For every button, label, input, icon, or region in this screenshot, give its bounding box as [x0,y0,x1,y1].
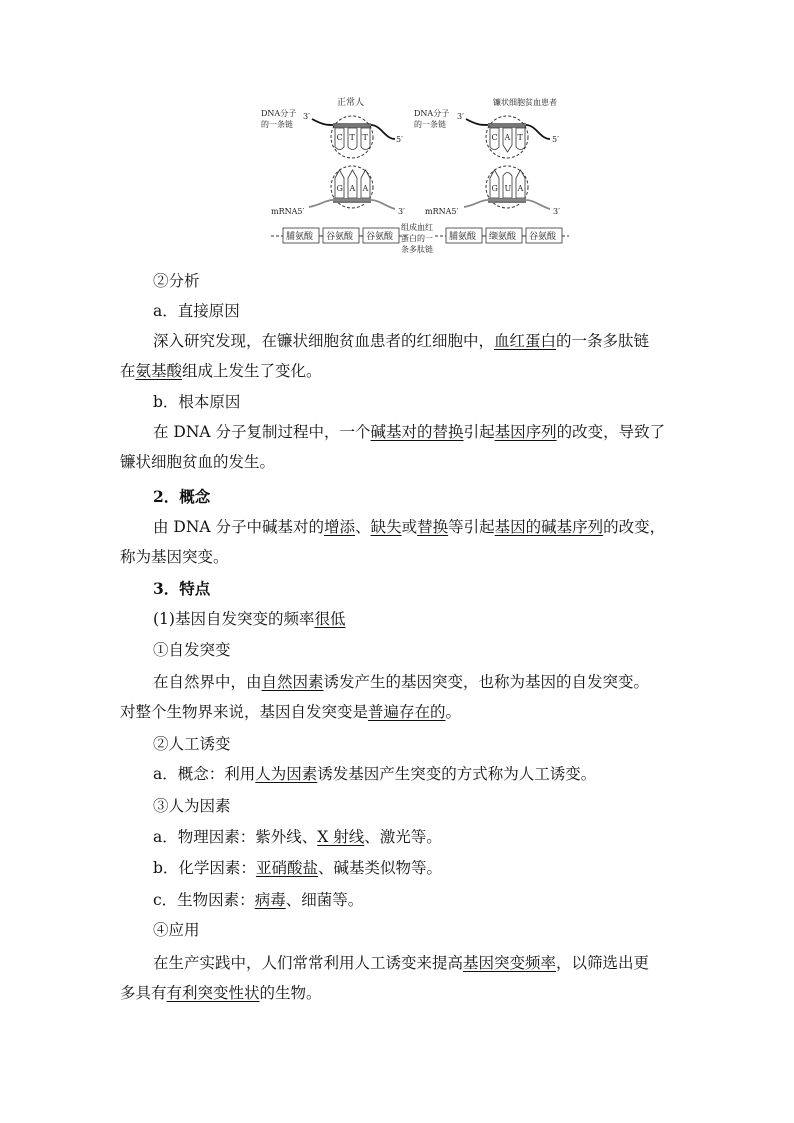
term-mutation-frequency: 基因突变频率 [463,954,557,972]
normal-panel [261,96,405,216]
svg-text:G: G [491,184,498,193]
svg-text:谷氨酸: 谷氨酸 [366,232,394,242]
heading-artificial-mutagenesis: ②人工诱变 [153,735,231,753]
term-base-sequence: 基因的碱基序列 [494,518,604,536]
svg-text:A: A [504,133,511,142]
svg-text:脯氨酸: 脯氨酸 [286,232,314,242]
paragraph-spontaneous-1: 在自然界中，由自然因素诱发产生的基因突变，也称为基因的自发突变。 [153,673,650,691]
term-virus: 病毒 [254,891,286,909]
sickle-dna-label-2: 的一条链 [414,120,446,129]
sickle-polypeptide-chain [435,228,569,243]
paragraph-concept-1: 由 DNA 分子中碱基对的增添、缺失或替换等引起基因的碱基序列的改变， [153,518,666,536]
term-base-pair-substitution: 碱基对的替换 [370,423,464,441]
paragraph-application-1: 在生产实践中，人们常常利用人工诱变来提高基因突变频率，以筛选出更 [153,954,650,972]
svg-text:G: G [336,184,343,193]
center-label-1: 组成血红 [401,223,433,232]
heading-concept: 2．概念 [153,487,211,506]
normal-dna-3-end: 3′ [303,112,310,121]
svg-text:T: T [362,133,368,142]
term-universal: 普遍存在的 [368,703,446,721]
sickle-title: 镰状细胞贫血患者 [493,98,557,107]
term-x-ray: X 射线 [317,828,365,846]
normal-mrna-base-A1 [348,170,357,198]
svg-text:A: A [517,184,524,193]
svg-text:A: A [349,184,356,193]
sickle-mrna-base-G [490,170,499,198]
center-label-3: 条多肽链 [401,245,433,254]
paragraph-application-2: 多具有有利突变性状的生物。 [120,984,322,1002]
paragraph-artificial-concept: a．概念：利用人为因素诱发基因产生突变的方式称为人工诱变。 [153,765,597,783]
term-deletion: 缺失 [370,518,402,536]
heading-analysis: ②分析 [153,272,200,290]
heading-root-cause: b．根本原因 [153,393,241,411]
sickle-dna-3-end: 3′ [457,112,464,121]
term-addition: 增添 [324,518,356,536]
sickle-panel [414,97,560,216]
paragraph-root-cause-2: 镰状细胞贫血的发生。 [120,453,276,471]
svg-text:A: A [362,184,369,193]
term-natural-factors: 自然因素 [261,673,324,691]
sickle-dna-5-end: 5′ [552,135,559,144]
svg-text:T: T [349,133,355,142]
sickle-dna-base-C [490,128,499,150]
sickle-mrna-base-U [503,173,512,199]
paragraph-direct-cause-1: 深入研究发现，在镰状细胞贫血患者的红细胞中，血红蛋白的一条多肽链 [153,332,650,350]
item-chemical-factors: b．化学因素：亚硝酸盐、碱基类似物等。 [153,859,442,877]
svg-text:缬氨酸: 缬氨酸 [489,232,517,242]
svg-text:脯氨酸: 脯氨酸 [449,232,477,242]
paragraph-root-cause-1: 在 DNA 分子复制过程中，一个碱基对的替换引起基因序列的改变，导致了 [153,423,666,441]
polypeptide-caption [401,222,433,254]
paragraph-concept-2: 称为基因突变。 [120,548,229,566]
normal-dna-base-C [335,128,344,150]
heading-application: ④应用 [153,921,200,939]
sickle-dna-backbone [488,123,526,128]
sickle-dna-base-A [503,128,512,152]
term-beneficial-traits: 有利突变性状 [166,984,260,1002]
svg-text:C: C [336,133,343,142]
item-biological-factors: c．生物因素：病毒、细菌等。 [153,891,364,909]
svg-text:谷氨酸: 谷氨酸 [529,232,557,242]
paragraph-low-frequency: (1)基因自发突变的频率很低 [153,610,346,628]
term-amino-acid: 氨基酸 [135,362,183,380]
item-physical-factors: a．物理因素：紫外线、X 射线、激光等。 [153,828,442,846]
heading-features: 3．特点 [153,579,211,598]
term-very-low: 很低 [314,610,346,628]
paragraph-direct-cause-2: 在氨基酸组成上发生了变化。 [120,362,322,380]
normal-dna-5-end: 5′ [396,135,403,144]
normal-mrna-base-G [335,170,344,198]
normal-polypeptide-chain [271,228,409,243]
sickle-mrna-3-end: 3′ [553,207,560,216]
sickle-dna-base-T [516,128,525,150]
term-gene-sequence: 基因序列 [494,423,557,441]
normal-dna-base-T1 [348,128,357,150]
term-artificial-factors: 人为因素 [255,765,318,783]
term-nitrite: 亚硝酸盐 [255,859,318,877]
heading-artificial-factors: ③人为因素 [153,797,231,815]
normal-mrna-label: mRNA5′ [271,207,305,216]
center-label-2: 蛋白的一 [401,234,433,243]
mutation-diagram [245,92,570,260]
term-substitution: 替换 [417,518,449,536]
normal-dna-backbone [333,123,371,128]
sickle-dna-label-1: DNA分子 [414,109,450,118]
normal-dna-label-1: DNA分子 [261,109,297,118]
sickle-mrna-label: mRNA5′ [425,207,459,216]
normal-dna-label-2: 的一条链 [261,120,293,129]
svg-text:T: T [517,133,523,142]
normal-dna-base-T2 [361,128,370,150]
paragraph-spontaneous-2: 对整个生物界来说，基因自发突变是普遍存在的。 [120,703,462,721]
svg-text:U: U [504,184,512,193]
normal-title: 正常人 [337,98,365,108]
normal-mrna-3-end: 3′ [398,207,405,216]
term-hemoglobin: 血红蛋白 [494,332,557,350]
svg-text:谷氨酸: 谷氨酸 [326,232,354,242]
heading-spontaneous-mutation: ①自发突变 [153,641,231,659]
heading-direct-cause: a．直接原因 [153,302,240,320]
svg-text:C: C [491,133,498,142]
